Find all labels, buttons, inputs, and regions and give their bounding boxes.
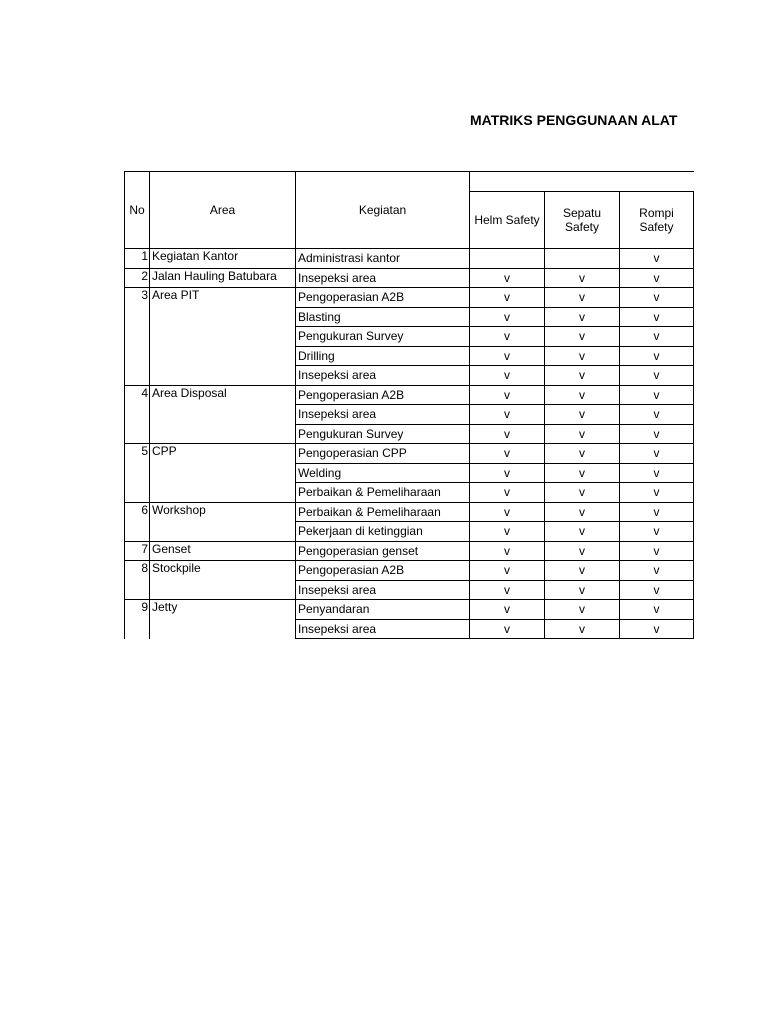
cell-kegiatan: Pengoperasian genset [296,541,470,561]
cell-helm-safety: v [470,541,545,561]
cell-no: 2 [125,268,150,288]
cell-sepatu-safety: v [545,619,620,639]
cell-helm-safety: v [470,288,545,308]
cell-kegiatan: Insepeksi area [296,268,470,288]
cell-area: Kegiatan Kantor [150,249,296,269]
table-row [125,288,694,308]
cell-helm-safety: v [470,619,545,639]
cell-rompi-safety: v [620,307,694,327]
cell-sepatu-safety: v [545,346,620,366]
cell-sepatu-safety [545,249,620,269]
cell-helm-safety: v [470,580,545,600]
table-body [125,249,694,639]
cell-rompi-safety: v [620,561,694,581]
cell-rompi-safety: v [620,522,694,542]
cell-sepatu-safety: v [545,600,620,620]
header-sepatu-line2: Safety [564,220,600,234]
cell-helm-safety: v [470,600,545,620]
page-title: MATRIKS PENGGUNAAN ALAT [470,112,678,128]
cell-helm-safety [470,249,545,269]
cell-no: 6 [125,502,150,541]
table-header [125,172,694,249]
cell-area: Workshop [150,502,296,541]
cell-rompi-safety: v [620,483,694,503]
cell-helm-safety: v [470,268,545,288]
cell-kegiatan: Drilling [296,346,470,366]
cell-rompi-safety: v [620,366,694,386]
cell-kegiatan: Perbaikan & Pemeliharaan [296,483,470,503]
cell-kegiatan: Pengoperasian A2B [296,288,470,308]
header-sepatu-safety [545,192,620,249]
header-rompi-line1: Rompi [639,206,674,220]
cell-area: CPP [150,444,296,503]
cell-rompi-safety: v [620,405,694,425]
cell-rompi-safety: v [620,249,694,269]
table-row [125,502,694,522]
cell-kegiatan: Pekerjaan di ketinggian [296,522,470,542]
cell-rompi-safety: v [620,327,694,347]
cell-helm-safety: v [470,346,545,366]
cell-kegiatan: Pengoperasian A2B [296,561,470,581]
table-row [125,561,694,581]
cell-helm-safety: v [470,522,545,542]
cell-rompi-safety: v [620,346,694,366]
cell-area: Genset [150,541,296,561]
cell-sepatu-safety: v [545,307,620,327]
header-kegiatan: Kegiatan [296,172,470,249]
table-row [125,385,694,405]
cell-sepatu-safety: v [545,541,620,561]
cell-helm-safety: v [470,385,545,405]
header-sepatu-line1: Sepatu [562,206,602,220]
cell-area: Area PIT [150,288,296,386]
cell-rompi-safety: v [620,541,694,561]
cell-rompi-safety: v [620,268,694,288]
header-helm-safety: Helm Safety [470,192,545,249]
table-row [125,249,694,269]
cell-sepatu-safety: v [545,444,620,464]
cell-kegiatan: Insepeksi area [296,619,470,639]
cell-helm-safety: v [470,405,545,425]
cell-sepatu-safety: v [545,366,620,386]
cell-rompi-safety: v [620,600,694,620]
cell-kegiatan: Perbaikan & Pemeliharaan [296,502,470,522]
cell-helm-safety: v [470,307,545,327]
cell-sepatu-safety: v [545,268,620,288]
table-row [125,444,694,464]
cell-sepatu-safety: v [545,463,620,483]
cell-kegiatan: Administrasi kantor [296,249,470,269]
cell-no: 3 [125,288,150,386]
matrix-table [124,171,694,639]
cell-kegiatan: Insepeksi area [296,580,470,600]
header-rompi-safety [620,192,694,249]
cell-rompi-safety: v [620,288,694,308]
cell-sepatu-safety: v [545,580,620,600]
cell-no: 9 [125,600,150,639]
header-equipment-group [470,172,694,192]
cell-area: Jetty [150,600,296,639]
cell-sepatu-safety: v [545,405,620,425]
cell-kegiatan: Blasting [296,307,470,327]
cell-helm-safety: v [470,327,545,347]
cell-kegiatan: Insepeksi area [296,366,470,386]
table-row [125,600,694,620]
header-no: No [125,172,150,249]
cell-sepatu-safety: v [545,502,620,522]
cell-sepatu-safety: v [545,385,620,405]
cell-sepatu-safety: v [545,288,620,308]
table-row [125,268,694,288]
cell-helm-safety: v [470,561,545,581]
cell-helm-safety: v [470,366,545,386]
cell-sepatu-safety: v [545,327,620,347]
cell-rompi-safety: v [620,424,694,444]
cell-rompi-safety: v [620,444,694,464]
cell-no: 7 [125,541,150,561]
cell-helm-safety: v [470,444,545,464]
cell-kegiatan: Insepeksi area [296,405,470,425]
cell-kegiatan: Pengoperasian A2B [296,385,470,405]
cell-helm-safety: v [470,463,545,483]
header-rompi-line2: Safety [639,220,674,234]
cell-rompi-safety: v [620,463,694,483]
cell-rompi-safety: v [620,502,694,522]
cell-no: 8 [125,561,150,600]
cell-kegiatan: Pengukuran Survey [296,327,470,347]
cell-sepatu-safety: v [545,424,620,444]
cell-kegiatan: Pengukuran Survey [296,424,470,444]
cell-sepatu-safety: v [545,483,620,503]
header-area: Area [150,172,296,249]
cell-kegiatan: Pengoperasian CPP [296,444,470,464]
cell-kegiatan: Welding [296,463,470,483]
cell-no: 5 [125,444,150,503]
cell-helm-safety: v [470,424,545,444]
cell-rompi-safety: v [620,580,694,600]
cell-rompi-safety: v [620,385,694,405]
cell-area: Stockpile [150,561,296,600]
cell-helm-safety: v [470,502,545,522]
cell-rompi-safety: v [620,619,694,639]
cell-area: Jalan Hauling Batubara [150,268,296,288]
cell-sepatu-safety: v [545,522,620,542]
cell-area: Area Disposal [150,385,296,444]
cell-no: 4 [125,385,150,444]
cell-kegiatan: Penyandaran [296,600,470,620]
cell-no: 1 [125,249,150,269]
cell-helm-safety: v [470,483,545,503]
cell-sepatu-safety: v [545,561,620,581]
table-row [125,541,694,561]
